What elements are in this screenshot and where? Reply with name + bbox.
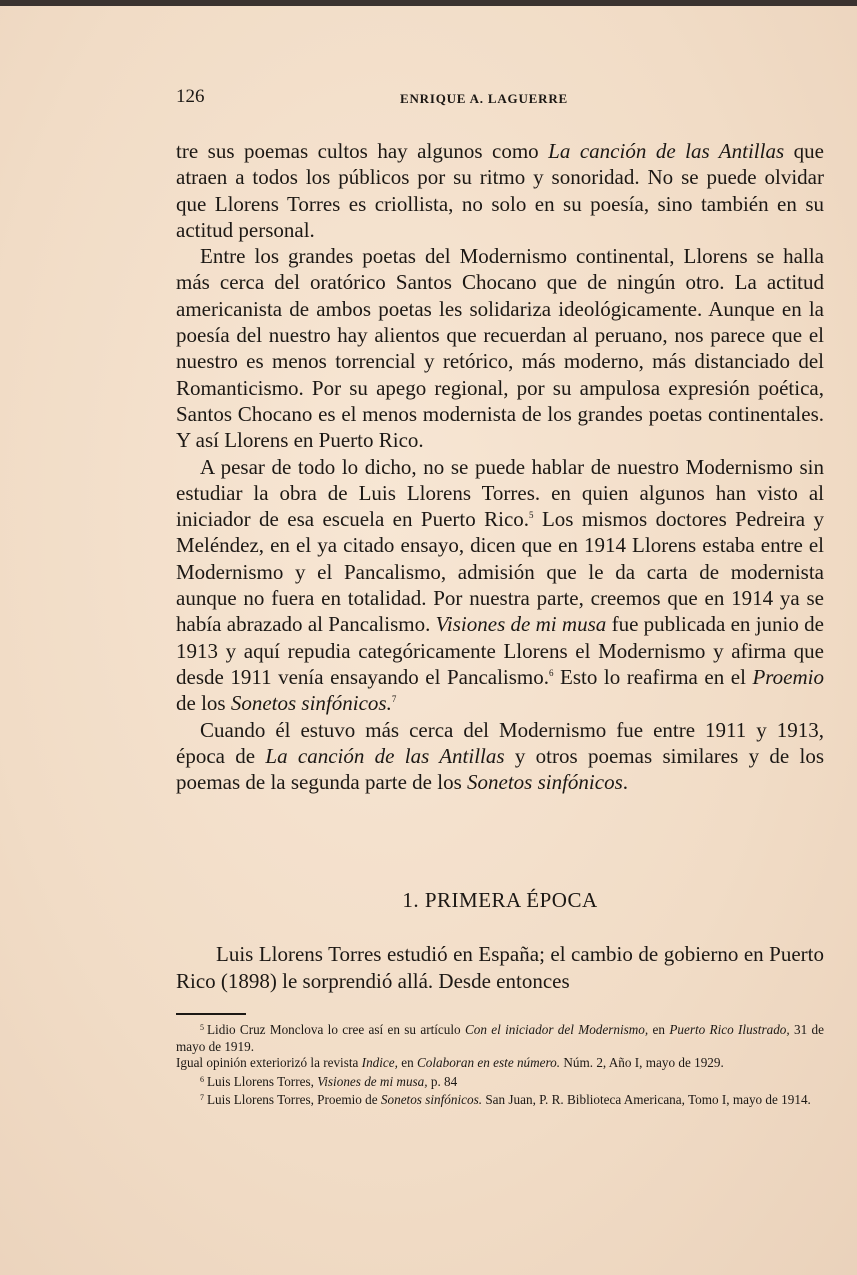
title-italic: Proemio [752, 664, 824, 689]
section-text [176, 941, 824, 994]
section-paragraph-1: Luis Llorens Torres estudió en España; el cambio de gobierno en Puerto Rico (1898) le sorprendió allá. Desde entonces [176, 942, 824, 993]
paragraph-1: tre sus poemas cultos hay algunos como La canción de las Antillas que atraen a todos los públicos por su ritmo y sonoridad. No se puede olvidar que Llorens Torres es criollista, no solo en su poesía, sino también en su actitud personal. [176, 139, 824, 242]
page-number: 126 [176, 86, 205, 107]
section-heading: 1. PRIMERA ÉPOCA [402, 888, 598, 912]
title-italic: La canción de las Antillas [548, 139, 785, 163]
footnote-7: $^7$ Luis Llorens Torres, Proemio de Sonetos sinfónicos. San Juan, P. R. Biblioteca Americana, Tomo I, mayo de 1914. [200, 1092, 811, 1108]
title-italic: Visiones de mi musa [435, 612, 607, 637]
footnote-ref-6: 6 [549, 667, 554, 678]
footnote-5: $^5$ Lidio Cruz Monclova lo cree así en su artículo Con el iniciador del Modernismo, en Puerto Rico Ilustrado, 31 de mayo de 1919. [176, 1022, 824, 1054]
footnotes [176, 1020, 824, 1109]
footnote-divider [176, 1013, 246, 1015]
footnote-ref-5: 5 [529, 510, 534, 521]
page-header [176, 86, 824, 112]
running-head: ENRIQUE A. LAGUERRE [400, 91, 568, 106]
footnote-6: $^6$ Luis Llorens Torres, Visiones de mi musa, p. 84 [200, 1073, 458, 1089]
title-italic: La canción de las Antillas [265, 743, 505, 768]
title-italic: Sonetos sinfónicos. [230, 691, 392, 716]
paragraph-2: Entre los grandes poetas del Modernismo continental, Llorens se halla más cerca del oratórico Santos Chocano que de ningún otro. La actitud americanista de ambos poetas les solidariza ideológicamente. Aunque en la poesía del nuestro hay alientos que recuerdan al peruano, nos parece que el nuestro es menos torrencial y retórico, más moderno, más distanciado del Romanticismo. Por su apego regional, por su ampulosa expresión poética, Santos Chocano es el menos modernista de los grandes poetas continentales. Y así Llorens en Puerto Rico. [176, 244, 824, 453]
main-text [176, 138, 824, 795]
title-italic: Sonetos sinfónicos [467, 770, 623, 795]
footnote-ref-7: 7 [391, 694, 397, 705]
footnote-5-continued: Igual opinión exteriorizó la revista Indice, en Colaboran en este número. Núm. 2, Año I, mayo de 1929. [176, 1055, 724, 1071]
paragraph-4: Cuando él estuvo más cerca del Modernismo fue entre 1911 y 1913, época de La canción de las Antillas y otros poemas similares y de los poemas de la segunda parte de los Sonetos sinfónicos. [176, 717, 825, 795]
top-edge-line [0, 0, 857, 6]
paragraph-3: A pesar de todo lo dicho, no se puede hablar de nuestro Modernismo sin estudiar la obra de Luis Llorens Torres. en quien algunos han visto al iniciador de esa escuela en Puerto Rico.$^5$ Los mismos doctores Pedreira y Meléndez, en el ya citado ensayo, dicen que en 1914 Llorens estaba entre el Modernismo y el Pancalismo, admisión que le da carta de modernista aunque no fuera en totalidad. Por nuestra parte, creemos que en 1914 ya se había abrazado al Pancalismo. Visiones de mi musa fue publicada en junio de 1913 y aquí repudia categóricamente Llorens el Modernismo y afirma que desde 1911 venía ensayando el Pancalismo.$^6$ Esto lo reafirma en el Proemio de los Sonetos sinfónicos.$^7$ [176, 454, 825, 716]
